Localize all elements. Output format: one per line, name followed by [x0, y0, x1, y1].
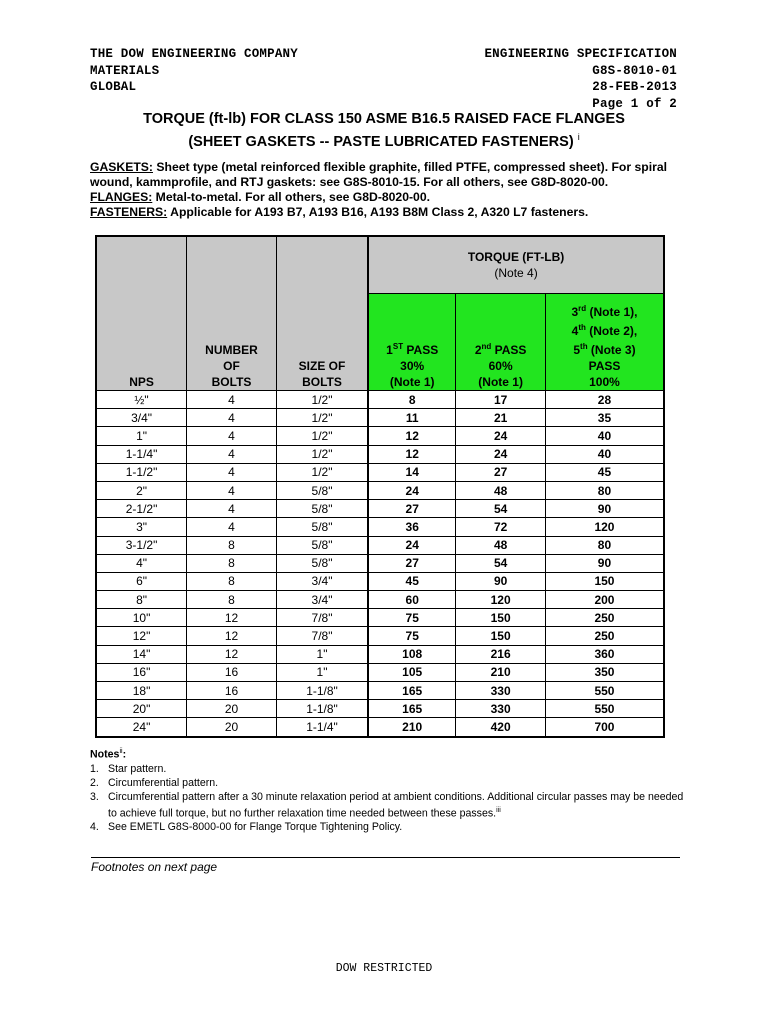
header-number-of-bolts: [187, 236, 277, 391]
cell-size-of-bolts: 5/8": [276, 518, 368, 536]
cell-pass-2-torque: 90: [456, 572, 546, 590]
cell-pass-1-torque: 12: [368, 445, 456, 463]
cell-pass-1-torque: 8: [368, 391, 456, 409]
cell-nps: 14": [96, 645, 187, 663]
pass-1-word: PASS: [403, 343, 439, 357]
pass-5-rest: (Note 3): [587, 343, 636, 357]
cell-nps: 2": [96, 481, 187, 499]
cell-pass-3-torque: 28: [545, 391, 664, 409]
cell-pass-1-torque: 12: [368, 427, 456, 445]
torque-table: [95, 235, 665, 738]
cell-pass-2-torque: 27: [456, 463, 546, 481]
header-pass-2: [456, 294, 546, 391]
cell-number-of-bolts: 4: [187, 500, 277, 518]
footnote-text: Footnotes on next page: [91, 860, 218, 874]
cell-nps: 24": [96, 718, 187, 737]
cell-pass-1-torque: 105: [368, 663, 456, 681]
table-row: [96, 554, 664, 572]
cell-pass-1-torque: 27: [368, 554, 456, 572]
cell-size-of-bolts: 5/8": [276, 500, 368, 518]
cell-size-of-bolts: 1-1/8": [276, 700, 368, 718]
cell-number-of-bolts: 8: [187, 591, 277, 609]
cell-size-of-bolts: 1-1/8": [276, 682, 368, 700]
table-row: [96, 463, 664, 481]
notes-title: Notes$^{ii}$:: [90, 748, 127, 761]
cell-pass-2-torque: 24: [456, 445, 546, 463]
cell-nps: 18": [96, 682, 187, 700]
pass-2-note: (Note 1): [478, 375, 523, 389]
pass-1-title: [369, 339, 455, 358]
title-footnote-ref: i: [577, 132, 580, 142]
cell-pass-2-torque: 17: [456, 391, 546, 409]
cell-pass-2-torque: 24: [456, 427, 546, 445]
note-text: Circumferential pattern after a 30 minute relaxation period at ambient conditions. Additional circular passes may be needed to achieve full torque, but no further relaxation time needed between these passes.: [108, 790, 684, 820]
cell-pass-2-torque: 150: [456, 627, 546, 645]
cell-nps: 10": [96, 609, 187, 627]
pass-3-num: 3: [571, 305, 579, 319]
cell-pass-2-torque: 210: [456, 663, 546, 681]
pass-2-word: PASS: [491, 343, 527, 357]
note-number: 1.: [90, 762, 99, 775]
cell-size-of-bolts: 1": [276, 663, 368, 681]
flanges-text: Metal-to-metal. For all others, see G8D-8020-00.: [152, 190, 430, 204]
cell-pass-1-torque: 11: [368, 409, 456, 427]
cell-pass-1-torque: 36: [368, 518, 456, 536]
cell-nps: 16": [96, 663, 187, 681]
cell-size-of-bolts: 1/2": [276, 445, 368, 463]
cell-number-of-bolts: 4: [187, 518, 277, 536]
header-torque: [368, 236, 664, 294]
doc-type: ENGINEERING SPECIFICATION: [484, 47, 677, 61]
cell-pass-3-torque: 35: [545, 409, 664, 427]
notes-title-text: Notes: [90, 748, 120, 761]
cell-nps: 12": [96, 627, 187, 645]
scope: GLOBAL: [90, 80, 137, 94]
cell-pass-3-torque: 250: [545, 627, 664, 645]
cell-pass-3-torque: 80: [545, 481, 664, 499]
cell-size-of-bolts: 1/2": [276, 391, 368, 409]
cell-pass-2-torque: 216: [456, 645, 546, 663]
document-title: [0, 110, 768, 151]
cell-number-of-bolts: 12: [187, 645, 277, 663]
restricted-label: DOW RESTRICTED: [335, 962, 433, 975]
cell-number-of-bolts: 20: [187, 718, 277, 737]
cell-pass-3-torque: 40: [545, 427, 664, 445]
cell-pass-3-torque: 350: [545, 663, 664, 681]
cell-pass-3-torque: 90: [545, 500, 664, 518]
cell-number-of-bolts: 8: [187, 572, 277, 590]
header-size-line-1: SIZE OF: [298, 359, 346, 373]
fasteners-paragraph: [90, 205, 690, 220]
cell-size-of-bolts: 1-1/4": [276, 718, 368, 737]
cell-nps: 4": [96, 554, 187, 572]
table-row: [96, 445, 664, 463]
cell-number-of-bolts: 16: [187, 663, 277, 681]
notes-section: [90, 745, 690, 834]
cell-nps: 8": [96, 591, 187, 609]
company-name: THE DOW ENGINEERING COMPANY: [90, 47, 298, 61]
note-number: 4.: [90, 821, 99, 834]
pass-2-num: 2: [474, 343, 482, 357]
cell-pass-2-torque: 48: [456, 536, 546, 554]
cell-nps: 2-1/2": [96, 500, 187, 518]
pass-3-line-2: [546, 320, 663, 339]
header-size-line-2: BOLTS: [302, 375, 342, 389]
pass-3-rest: (Note 1),: [586, 305, 638, 319]
table-row: [96, 427, 664, 445]
cell-size-of-bolts: 1/2": [276, 409, 368, 427]
cell-size-of-bolts: 3/4": [276, 591, 368, 609]
fasteners-text: Applicable for A193 B7, A193 B16, A193 B8M Class 2, A320 L7 fasteners.: [167, 205, 589, 219]
header-bolts-line-2: OF: [223, 359, 240, 373]
pass-4-sup: th: [578, 323, 586, 332]
table-row: [96, 409, 664, 427]
cell-pass-1-torque: 60: [368, 591, 456, 609]
header-pass-1: [368, 294, 456, 391]
notes-list: [90, 762, 690, 835]
gaskets-text: Sheet type (metal reinforced flexible graphite, filled PTFE, compressed sheet). For spiral wound, kammprofile, and RTJ gaskets: see G8S-8010-15. For all others, see G8D-8020-00.: [90, 160, 668, 189]
cell-number-of-bolts: 4: [187, 463, 277, 481]
cell-pass-2-torque: 120: [456, 591, 546, 609]
flanges-label: FLANGES:: [90, 190, 153, 204]
cell-number-of-bolts: 8: [187, 536, 277, 554]
doc-number: G8S-8010-01: [592, 63, 677, 78]
cell-pass-3-torque: 550: [545, 700, 664, 718]
cell-nps: 1-1/4": [96, 445, 187, 463]
cell-size-of-bolts: 7/8": [276, 627, 368, 645]
notes-title-ref: ii: [119, 748, 123, 755]
cell-pass-2-torque: 21: [456, 409, 546, 427]
department: MATERIALS: [90, 63, 160, 78]
cell-nps: 1-1/2": [96, 463, 187, 481]
gaskets-label: GASKETS:: [90, 160, 153, 174]
cell-pass-1-torque: 165: [368, 700, 456, 718]
intro-section: [90, 160, 690, 220]
header-pass-3: [545, 294, 664, 391]
cell-pass-3-torque: 360: [545, 645, 664, 663]
pass-2-percent: 60%: [488, 359, 513, 373]
table-row: [96, 627, 664, 645]
cell-pass-1-torque: 75: [368, 609, 456, 627]
cell-pass-1-torque: 210: [368, 718, 456, 737]
cell-pass-1-torque: 165: [368, 682, 456, 700]
pass-4-rest: (Note 2),: [585, 324, 638, 338]
cell-pass-3-torque: 90: [545, 554, 664, 572]
table-row: [96, 645, 664, 663]
table-row: [96, 481, 664, 499]
cell-pass-1-torque: 24: [368, 536, 456, 554]
table-row: [96, 536, 664, 554]
cell-size-of-bolts: 1/2": [276, 463, 368, 481]
table-row: [96, 700, 664, 718]
cell-size-of-bolts: 5/8": [276, 536, 368, 554]
header-nps-label: NPS: [129, 375, 154, 389]
cell-size-of-bolts: 7/8": [276, 609, 368, 627]
cell-pass-2-torque: 48: [456, 481, 546, 499]
cell-size-of-bolts: 1": [276, 645, 368, 663]
cell-number-of-bolts: 12: [187, 609, 277, 627]
cell-number-of-bolts: 8: [187, 554, 277, 572]
cell-number-of-bolts: 4: [187, 409, 277, 427]
pass-1-percent: 30%: [400, 359, 425, 373]
header-torque-label: TORQUE (FT-LB): [467, 250, 565, 264]
cell-number-of-bolts: 4: [187, 391, 277, 409]
cell-number-of-bolts: 12: [187, 627, 277, 645]
pass-3-line-5: 100%: [589, 375, 620, 389]
fasteners-label: FASTENERS:: [90, 205, 168, 219]
cell-pass-1-torque: 14: [368, 463, 456, 481]
cell-number-of-bolts: 4: [187, 481, 277, 499]
cell-number-of-bolts: 4: [187, 427, 277, 445]
pass-5-num: 5: [573, 343, 581, 357]
cell-pass-1-torque: 45: [368, 572, 456, 590]
cell-pass-3-torque: 550: [545, 682, 664, 700]
gaskets-paragraph: [90, 160, 690, 190]
cell-pass-3-torque: 200: [545, 591, 664, 609]
header-torque-note: (Note 4): [494, 266, 538, 280]
note-item: [90, 790, 690, 821]
cell-pass-1-torque: 24: [368, 481, 456, 499]
pass-2-sup: nd: [481, 342, 492, 351]
note-text: See EMETL G8S-8000-00 for Flange Torque Tightening Policy.: [108, 821, 403, 834]
cell-pass-2-torque: 420: [456, 718, 546, 737]
page-number: Page 1 of 2: [592, 96, 677, 111]
pass-3-line-3: [546, 339, 663, 358]
header-right: [484, 46, 677, 112]
header-bolts-line-3: BOLTS: [211, 375, 252, 389]
note-text: Star pattern.: [108, 762, 167, 775]
table-row: [96, 500, 664, 518]
flanges-paragraph: [90, 190, 690, 205]
table-row: [96, 682, 664, 700]
cell-pass-3-torque: 45: [545, 463, 664, 481]
header-nps: [96, 236, 187, 391]
pass-2-title: [456, 339, 545, 358]
pass-1-note: (Note 1): [389, 375, 435, 389]
title-line-1: TORQUE (ft-lb) FOR CLASS 150 ASME B16.5 RAISED FACE FLANGES: [143, 111, 625, 127]
pass-3-line-1: [546, 301, 663, 320]
cell-nps: 1": [96, 427, 187, 445]
cell-size-of-bolts: 5/8": [276, 554, 368, 572]
table-row: [96, 609, 664, 627]
cell-nps: 3": [96, 518, 187, 536]
note-number: 2.: [90, 776, 99, 789]
header-bolts-line-1: NUMBER: [205, 343, 258, 357]
table-row: [96, 663, 664, 681]
table-header-row-1: [96, 236, 664, 294]
cell-pass-1-torque: 108: [368, 645, 456, 663]
cell-pass-2-torque: 54: [456, 554, 546, 572]
cell-pass-2-torque: 72: [456, 518, 546, 536]
cell-nps: 3-1/2": [96, 536, 187, 554]
cell-pass-3-torque: 40: [545, 445, 664, 463]
note-footnote-ref: iii: [496, 806, 501, 814]
pass-5-sup: th: [580, 342, 588, 351]
table-row: [96, 518, 664, 536]
table-row: [96, 591, 664, 609]
cell-size-of-bolts: 3/4": [276, 572, 368, 590]
cell-nps: 20": [96, 700, 187, 718]
cell-pass-2-torque: 54: [456, 500, 546, 518]
table-row: [96, 718, 664, 737]
pass-1-num: 1: [386, 343, 393, 357]
header-size-of-bolts: [276, 236, 368, 391]
table-row: [96, 572, 664, 590]
cell-pass-3-torque: 80: [545, 536, 664, 554]
note-item: [90, 776, 690, 790]
title-line-2: [0, 128, 768, 151]
title-line-2-text: (SHEET GASKETS -- PASTE LUBRICATED FASTENERS): [188, 133, 574, 150]
cell-size-of-bolts: 1/2": [276, 427, 368, 445]
cell-pass-1-torque: 27: [368, 500, 456, 518]
cell-pass-3-torque: 150: [545, 572, 664, 590]
note-text: Circumferential pattern.: [108, 776, 219, 789]
cell-nps: ½": [96, 391, 187, 409]
table-row: [96, 391, 664, 409]
cell-number-of-bolts: 20: [187, 700, 277, 718]
table-body: [96, 391, 664, 737]
pass-4-num: 4: [571, 324, 579, 338]
doc-date: 28-FEB-2013: [592, 80, 677, 94]
header-left: [90, 46, 298, 96]
cell-nps: 6": [96, 572, 187, 590]
cell-pass-2-torque: 330: [456, 700, 546, 718]
note-item: [90, 762, 690, 776]
cell-number-of-bolts: 4: [187, 445, 277, 463]
cell-number-of-bolts: 16: [187, 682, 277, 700]
note-number: 3.: [90, 790, 99, 803]
cell-pass-3-torque: 700: [545, 718, 664, 737]
cell-pass-2-torque: 150: [456, 609, 546, 627]
cell-pass-3-torque: 120: [545, 518, 664, 536]
cell-pass-3-torque: 250: [545, 609, 664, 627]
cell-pass-1-torque: 75: [368, 627, 456, 645]
footer-divider: [91, 857, 680, 858]
cell-nps: 3/4": [96, 409, 187, 427]
cell-size-of-bolts: 5/8": [276, 481, 368, 499]
pass-1-sup: ST: [392, 342, 404, 351]
note-item: [90, 820, 690, 834]
pass-3-line-4: PASS: [588, 359, 621, 373]
pass-3-sup: rd: [578, 304, 587, 313]
cell-pass-2-torque: 330: [456, 682, 546, 700]
